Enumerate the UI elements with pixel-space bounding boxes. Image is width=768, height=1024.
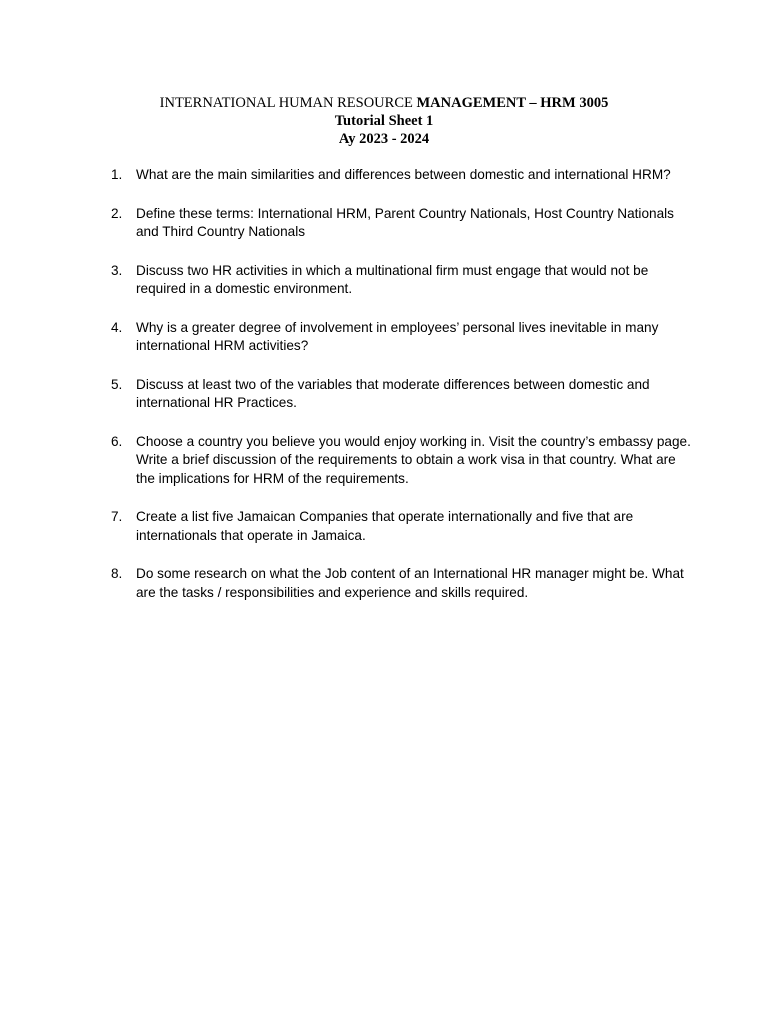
document-header [0, 94, 768, 148]
question-number: 5. [111, 376, 123, 392]
academic-year: Ay 2023 - 2024 [338, 131, 430, 147]
question-item [111, 166, 691, 185]
question-number: 7. [111, 509, 123, 524]
question-text: Choose a country you believe you would enjoy working in. Visit the country’s embassy page. Write a brief discussion of the requirements to obtain a work visa in that country. What are the implications for HRM of the requirements. [136, 433, 691, 486]
question-item [111, 508, 691, 545]
question-item [111, 205, 691, 242]
question-item [111, 262, 691, 299]
title-regular-part: INTERNATIONAL HUMAN RESOURCE [159, 95, 417, 111]
question-number: 4. [111, 319, 123, 335]
title-bold-part: MANAGEMENT – HRM 3005 [416, 95, 609, 111]
question-number: 8. [111, 566, 123, 581]
question-text: What are the main similarities and differences between domestic and international HRM? [136, 167, 671, 182]
question-number: 6. [111, 433, 123, 449]
question-number: 3. [111, 262, 123, 278]
question-list [111, 166, 691, 622]
question-text: Discuss two HR activities in which a multinational firm must engage that would not be required in a domestic environment. [136, 262, 649, 296]
question-item [111, 376, 691, 413]
question-number: 2. [111, 205, 123, 221]
question-text: Create a list five Jamaican Companies that operate internationally and five that are internationals that operate in Jamaica. [136, 509, 634, 543]
question-number: 1. [111, 167, 123, 182]
question-item [111, 319, 691, 356]
question-text: Define these terms: International HRM, Parent Country Nationals, Host Country Nationals and Third Country Nationals [136, 205, 674, 239]
question-text: Why is a greater degree of involvement in employees’ personal lives inevitable in many international HRM activities? [136, 319, 659, 353]
document-subtitle: Tutorial Sheet 1 [334, 113, 434, 129]
question-item [111, 565, 691, 602]
question-text: Do some research on what the Job content of an International HR manager might be. What are the tasks / responsibilities and experience and skills required. [136, 566, 684, 600]
question-text: Discuss at least two of the variables that moderate differences between domestic and international HR Practices. [136, 376, 650, 410]
document-title [0, 94, 768, 112]
question-item [111, 433, 691, 489]
